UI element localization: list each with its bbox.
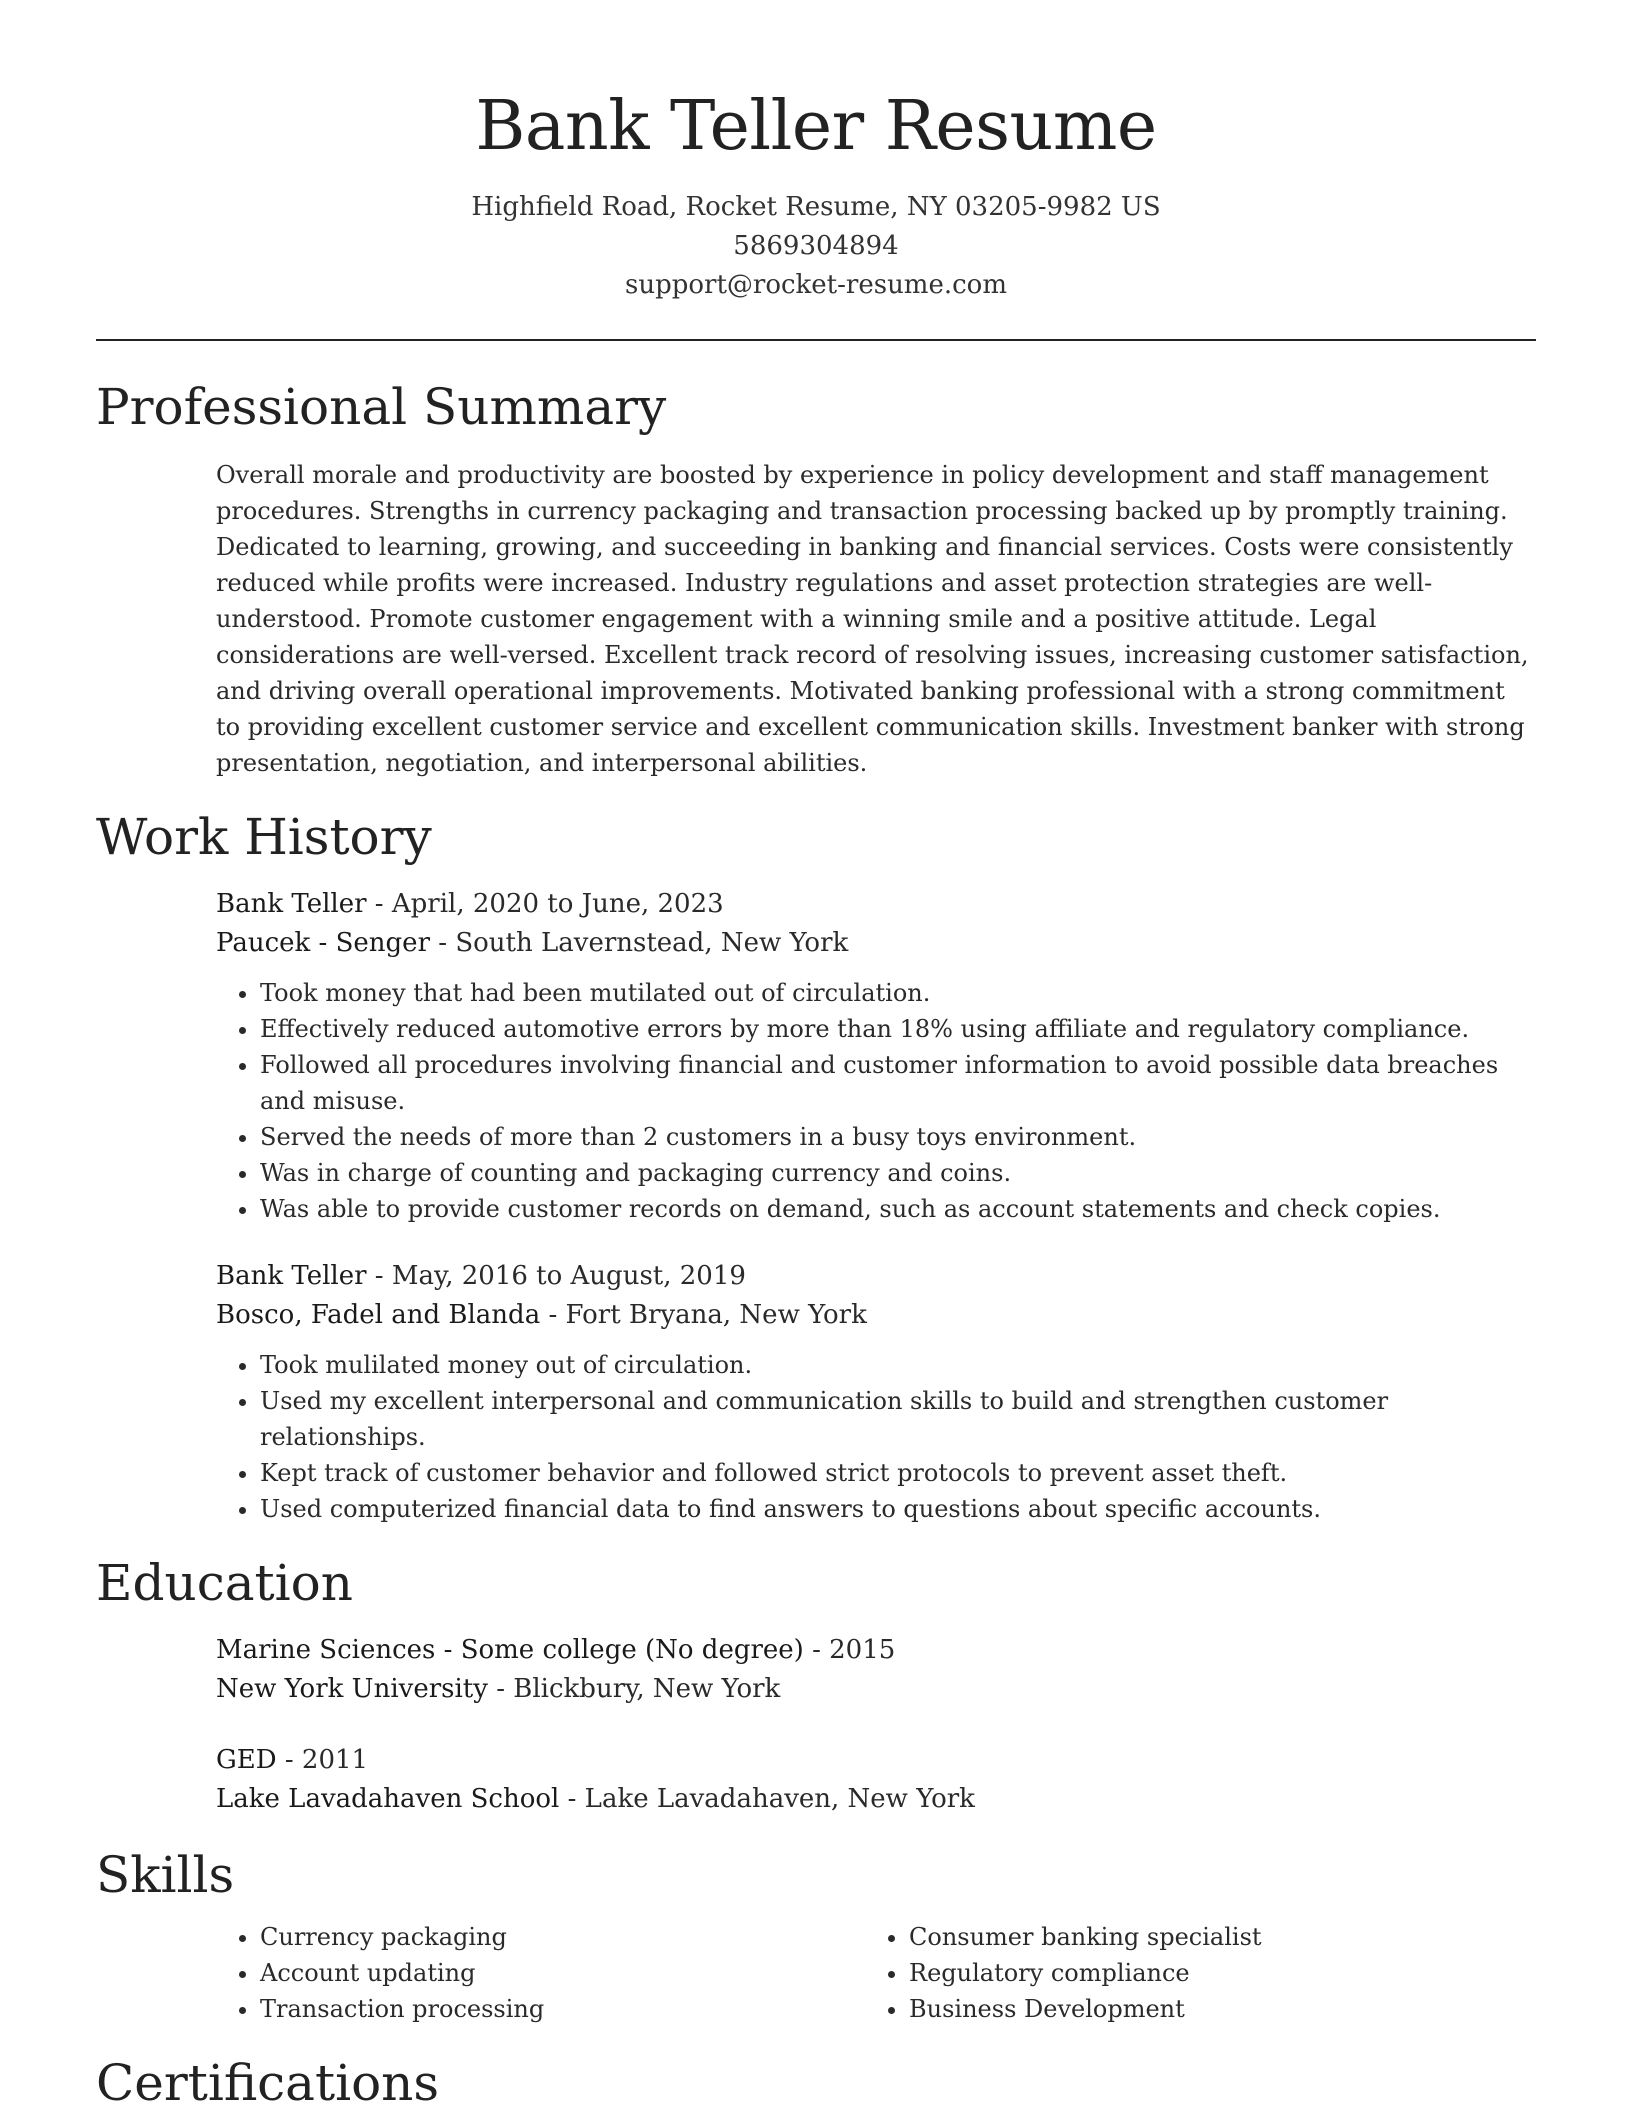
education-entry: [216, 1741, 1536, 1819]
list-item: • Took mulilated money out of circulation.: [260, 1347, 1536, 1383]
job-entry: [216, 885, 1536, 1227]
resume-page: [96, 0, 1536, 2113]
list-item: • Kept track of customer behavior and followed strict protocols to prevent asset theft.: [260, 1455, 1536, 1491]
skill-item: • Regulatory compliance: [909, 1955, 1469, 1991]
address: Highfield Road, Rocket Resume, NY 03205-9982 US: [471, 192, 1161, 222]
summary-section: [96, 377, 1536, 781]
list-item: • Effectively reduced automotive errors by more than 18% using affiliate and regulatory compliance.: [260, 1011, 1536, 1047]
education-degree-line: [216, 1631, 1536, 1670]
work-history-section: [96, 807, 1536, 1527]
skill-item: • Currency packaging: [260, 1919, 820, 1955]
job-entry: [216, 1257, 1536, 1527]
skills-list-right: [865, 1919, 1469, 2027]
skills-heading: Skills: [96, 1846, 235, 1904]
resume-title: Bank Teller Resume: [475, 87, 1157, 166]
work-history-heading: Work History: [96, 808, 432, 866]
skills-columns: [216, 1919, 1536, 2027]
list-item: • Used computerized financial data to find answers to questions about specific accounts.: [260, 1491, 1536, 1527]
skills-list-left: [216, 1919, 820, 2027]
education-school: New York University: [216, 1674, 488, 1704]
education-location: - Blickbury, New York: [487, 1674, 781, 1704]
job-company-line: [216, 1296, 1536, 1335]
education-heading: Education: [96, 1554, 353, 1612]
job-dates: - May, 2016 to August, 2019: [366, 1261, 746, 1291]
summary-text: Overall morale and productivity are boosted by experience in policy development and staff management procedures. Strengths in currency packaging and transaction processing backed up by promptly training. Dedicated to learning, growing, and succeeding in banking and financial services. Costs were consistently reduced while profits were increased. Industry regulations and asset protection strategies are well-understood. Promote customer engagement with a winning smile and a positive attitude. Legal considerations are well-versed. Excellent track record of resolving issues, increasing customer satisfaction, and driving overall operational improvements. Motivated banking professional with a strong commitment to providing excellent customer service and excellent communication skills. Investment banker with strong presentation, negotiation, and interpersonal abilities.: [216, 461, 1529, 777]
list-item: • Followed all procedures involving financial and customer information to avoid possible data breaches and misuse.: [260, 1047, 1536, 1119]
job-company-line: [216, 924, 1536, 963]
job-company: Bosco, Fadel and Blanda: [216, 1300, 541, 1330]
summary-heading: Professional Summary: [96, 378, 667, 436]
phone-number: 5869304894: [733, 231, 899, 261]
job-bullets: [216, 1347, 1536, 1527]
education-school: Lake Lavadahaven School: [216, 1784, 560, 1814]
job-title-line: [216, 1257, 1536, 1296]
education-year: - 2015: [803, 1635, 896, 1665]
job-title: Bank Teller: [216, 1261, 367, 1291]
skill-item: • Account updating: [260, 1955, 820, 1991]
certifications-section: [96, 2053, 1536, 2113]
education-school-line: [216, 1780, 1536, 1819]
job-title-line: [216, 885, 1536, 924]
job-bullets: [216, 975, 1536, 1227]
list-item: • Took money that had been mutilated out of circulation.: [260, 975, 1536, 1011]
email-address: support@rocket-resume.com: [624, 270, 1007, 300]
job-location: - South Lavernstead, New York: [430, 928, 849, 958]
education-degree: Marine Sciences - Some college (No degree): [216, 1635, 804, 1665]
skill-item: • Business Development: [909, 1991, 1469, 2027]
resume-header: [96, 0, 1536, 341]
list-item: • Served the needs of more than 2 customers in a busy toys environment.: [260, 1119, 1536, 1155]
contact-block: [96, 188, 1536, 305]
skills-section: [96, 1845, 1536, 2027]
education-section: [96, 1553, 1536, 1819]
education-degree-line: [216, 1741, 1536, 1780]
education-entry: [216, 1631, 1536, 1709]
job-dates: - April, 2020 to June, 2023: [366, 889, 724, 919]
education-year: - 2011: [276, 1745, 369, 1775]
skill-item: • Consumer banking specialist: [909, 1919, 1469, 1955]
education-degree: GED: [216, 1745, 277, 1775]
skill-item: • Transaction processing: [260, 1991, 820, 2027]
job-title: Bank Teller: [216, 889, 367, 919]
list-item: • Was in charge of counting and packaging currency and coins.: [260, 1155, 1536, 1191]
job-location: - Fort Bryana, New York: [540, 1300, 867, 1330]
header-divider: [96, 339, 1536, 341]
list-item: • Used my excellent interpersonal and communication skills to build and strengthen customer relationships.: [260, 1383, 1536, 1455]
certifications-heading: Certifications: [96, 2054, 440, 2112]
education-school-line: [216, 1670, 1536, 1709]
job-company: Paucek - Senger: [216, 928, 430, 958]
education-location: - Lake Lavadahaven, New York: [559, 1784, 975, 1814]
list-item: • Was able to provide customer records on demand, such as account statements and check copies.: [260, 1191, 1536, 1227]
